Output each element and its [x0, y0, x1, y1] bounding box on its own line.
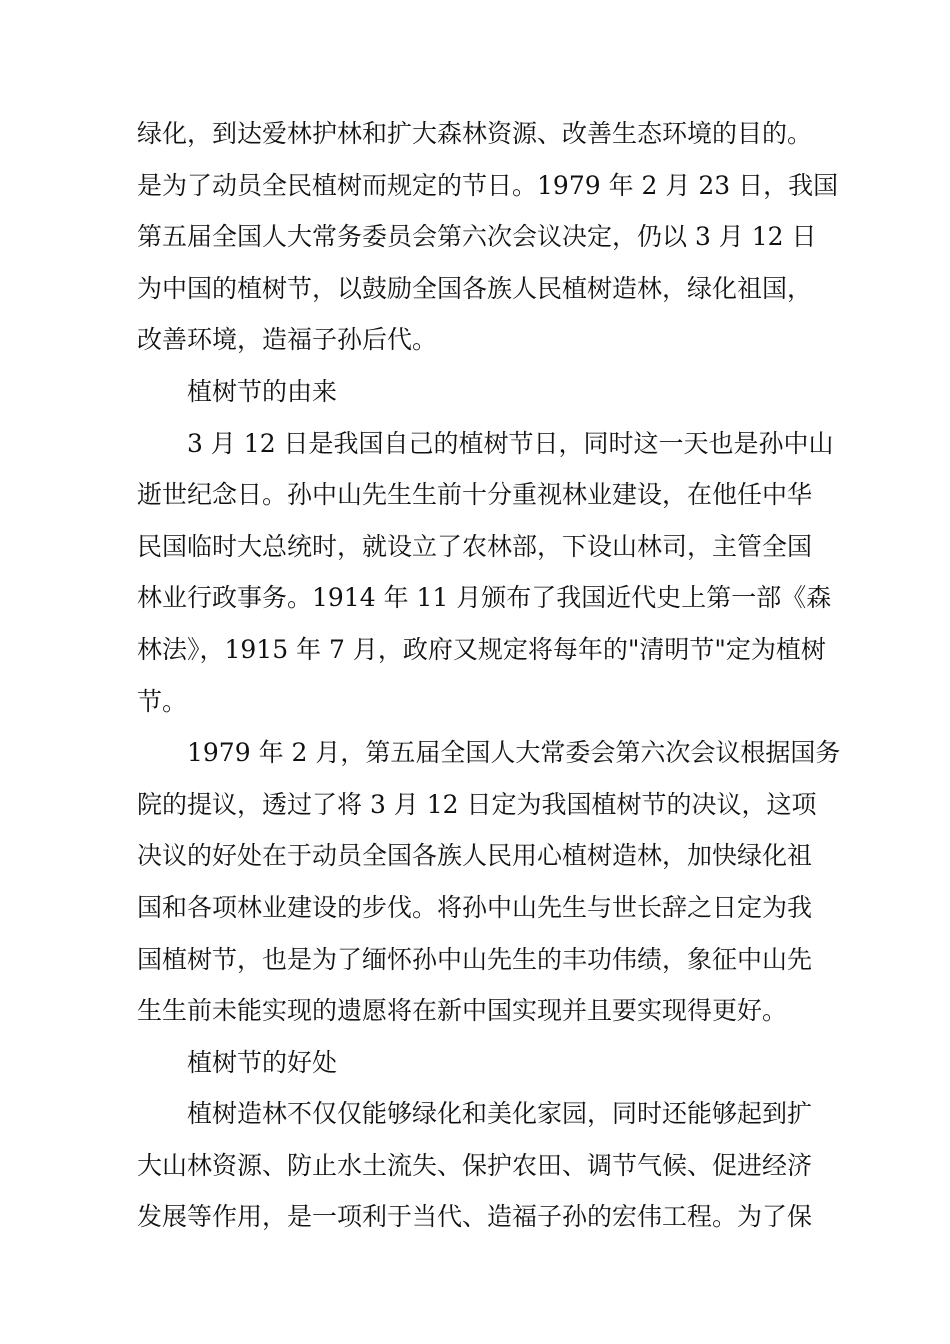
text-line: 国和各项林业建设的步伐。将孙中山先生与世长辞之日定为我 — [137, 892, 813, 922]
text-line: 为中国的植树节，以鼓励全国各族人民植树造林，绿化祖国， — [137, 273, 813, 303]
text-line: 节。 — [137, 686, 188, 716]
text-line: 是为了动员全民植树而规定的节日。1979 年 2 月 23 日，我国 — [137, 170, 839, 200]
text-line: 林业行政事务。1914 年 11 月颁布了我国近代史上第一部《森 — [137, 583, 832, 613]
text-line: 国植树节，也是为了缅怀孙中山先生的丰功伟绩，象征中山先 — [137, 944, 813, 974]
text-line: 1979 年 2 月，第五届全国人大常委会第六次会议根据国务 — [187, 738, 841, 768]
text-line: 逝世纪念日。孙中山先生生前十分重视林业建设，在他任中华 — [137, 480, 813, 510]
section-heading-benefits: 植树节的好处 — [187, 1047, 338, 1077]
text-line: 生生前未能实现的遗愿将在新中国实现并且要实现得更好。 — [137, 996, 788, 1026]
text-line: 第五届全国人大常务委员会第六次会议决定，仍以 3 月 12 日 — [137, 222, 817, 252]
text-line: 林法》，1915 年 7 月，政府又规定将每年的"清明节"定为植树 — [137, 634, 826, 664]
text-line: 民国临时大总统时，就设立了农林部，下设山林司，主管全国 — [137, 531, 813, 561]
text-line: 院的提议，透过了将 3 月 12 日定为我国植树节的决议，这项 — [137, 789, 817, 819]
text-line: 植树造林不仅仅能够绿化和美化家园，同时还能够起到扩 — [187, 1099, 813, 1129]
text-line: 决议的好处在于动员全国各族人民用心植树造林，加快绿化祖 — [137, 841, 813, 871]
document-page — [137, 108, 841, 1243]
text-line: 发展等作用，是一项利于当代、造福子孙的宏伟工程。为了保 — [137, 1202, 813, 1232]
section-heading-origin: 植树节的由来 — [187, 376, 338, 406]
text-line: 绿化，到达爱林护林和扩大森林资源、改善生态环境的目的。 — [137, 119, 813, 148]
text-line: 改善环境，造福子孙后代。 — [137, 325, 438, 355]
text-line: 大山林资源、防止水土流失、保护农田、调节气候、促进经济 — [137, 1150, 813, 1180]
text-line: 3 月 12 日是我国自己的植树节日，同时这一天也是孙中山 — [187, 428, 834, 458]
